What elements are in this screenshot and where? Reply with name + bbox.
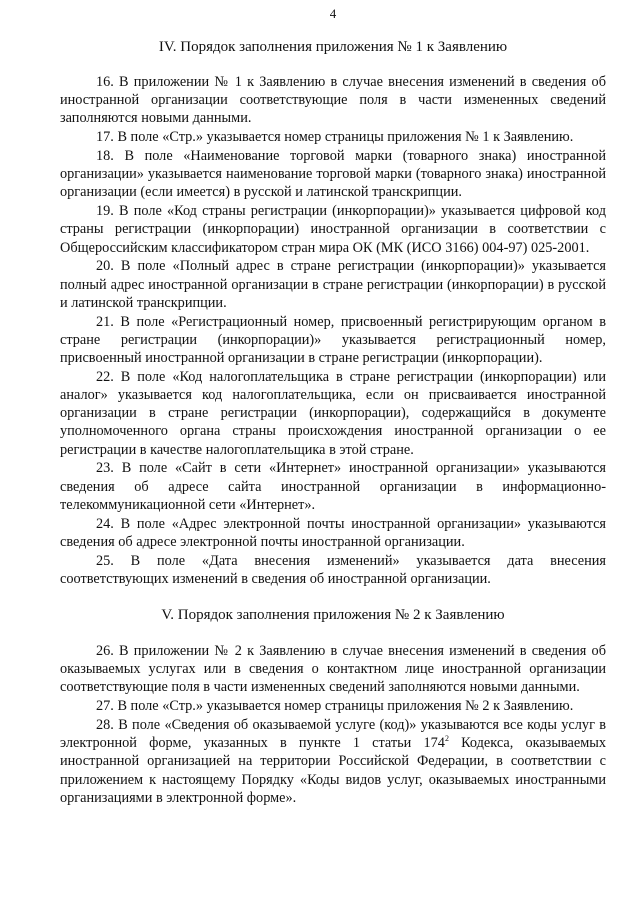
paragraph-22: 22. В поле «Код налогоплательщика в стране регистрации (инкорпорации) или аналог» указывается код налогоплательщика, если он присваивается иностранной организации в стране регистрации (инкорпорации), содержащийся в документе уполномоченного органа страны происхождения иностранной организации о ее регистрации в качестве налогоплательщика в этой стране. <box>60 368 606 458</box>
paragraph-23: 23. В поле «Сайт в сети «Интернет» иностранной организации» указываются сведения об адресе сайта иностранной организации в информационно-телекоммуникационной сети «Интернет». <box>60 460 606 513</box>
paragraph-24: 24. В поле «Адрес электронной почты иностранной организации» указываются сведения об адресе электронной почты иностранной организации. <box>60 515 606 550</box>
section-heading-iv: IV. Порядок заполнения приложения № 1 к Заявлению <box>158 39 508 55</box>
paragraph-19: 19. В поле «Код страны регистрации (инкорпорации)» указывается цифровой код страны регистрации (инкорпорации) иностранной организации в соответствии с Общероссийским классификатором стран мира ОК (МК (ИСО 3166) 004-97) 025-2001. <box>60 203 606 256</box>
section-heading-v: V. Порядок заполнения приложения № 2 к Заявлению <box>161 607 505 624</box>
paragraph-17: 17. В поле «Стр.» указывается номер страницы приложения № 1 к Заявлению. <box>96 129 574 146</box>
paragraph-25: 25. В поле «Дата внесения изменений» указывается дата внесения соответствующих изменений в сведения об иностранной организации. <box>60 552 606 587</box>
paragraph-27: 27. В поле «Стр.» указывается номер страницы приложения № 2 к Заявлению. <box>96 698 574 715</box>
document-page <box>60 6 606 808</box>
paragraph-26: 26. В приложении № 2 к Заявлению в случае внесения изменений в сведения об оказываемых услугах или в сведения о контактном лице иностранной организации соответствующие поля в части измененных сведений заполняются новыми данными. <box>60 643 606 696</box>
paragraph-18: 18. В поле «Наименование торговой марки (товарного знака) иностранной организации» указывается наименование торговой марки (товарного знака) иностранной организации (если имеется) в русской и латинской транскрипции. <box>60 148 606 201</box>
paragraph-16: 16. В приложении № 1 к Заявлению в случае внесения изменений в сведения об иностранной организации соответствующие поля в части измененных сведений заполняются новыми данными. <box>60 74 606 127</box>
paragraph-28 <box>60 716 606 807</box>
article-superscript: 2 <box>444 734 449 744</box>
paragraph-21: 21. В поле «Регистрационный номер, присвоенный регистрирующим органом в стране регистрации (инкорпорации)» указывается регистрационный номер, присвоенный иностранной организации в стране регистрации (инкорпорации). <box>60 313 606 367</box>
paragraph-20: 20. В поле «Полный адрес в стране регистрации (инкорпорации)» указывается полный адрес иностранной организации в стране регистрации (инкорпорации) в русской и латинской транскрипции. <box>60 258 606 311</box>
paragraph-28-text: 28. В поле «Сведения об оказываемой услуге (код)» указываются все коды услуг в электронной форме, указанных в пункте 1 статьи 174 <box>60 717 606 752</box>
paragraph-28-text-cont: Кодекса, оказываемых иностранной организацией на территории Российской Федерации, в соответствии с приложением к настоящему Порядку «Коды видов услуг, оказываемых иностранными организациями в электронной форме». <box>60 735 606 806</box>
page-number: 4 <box>329 6 337 21</box>
